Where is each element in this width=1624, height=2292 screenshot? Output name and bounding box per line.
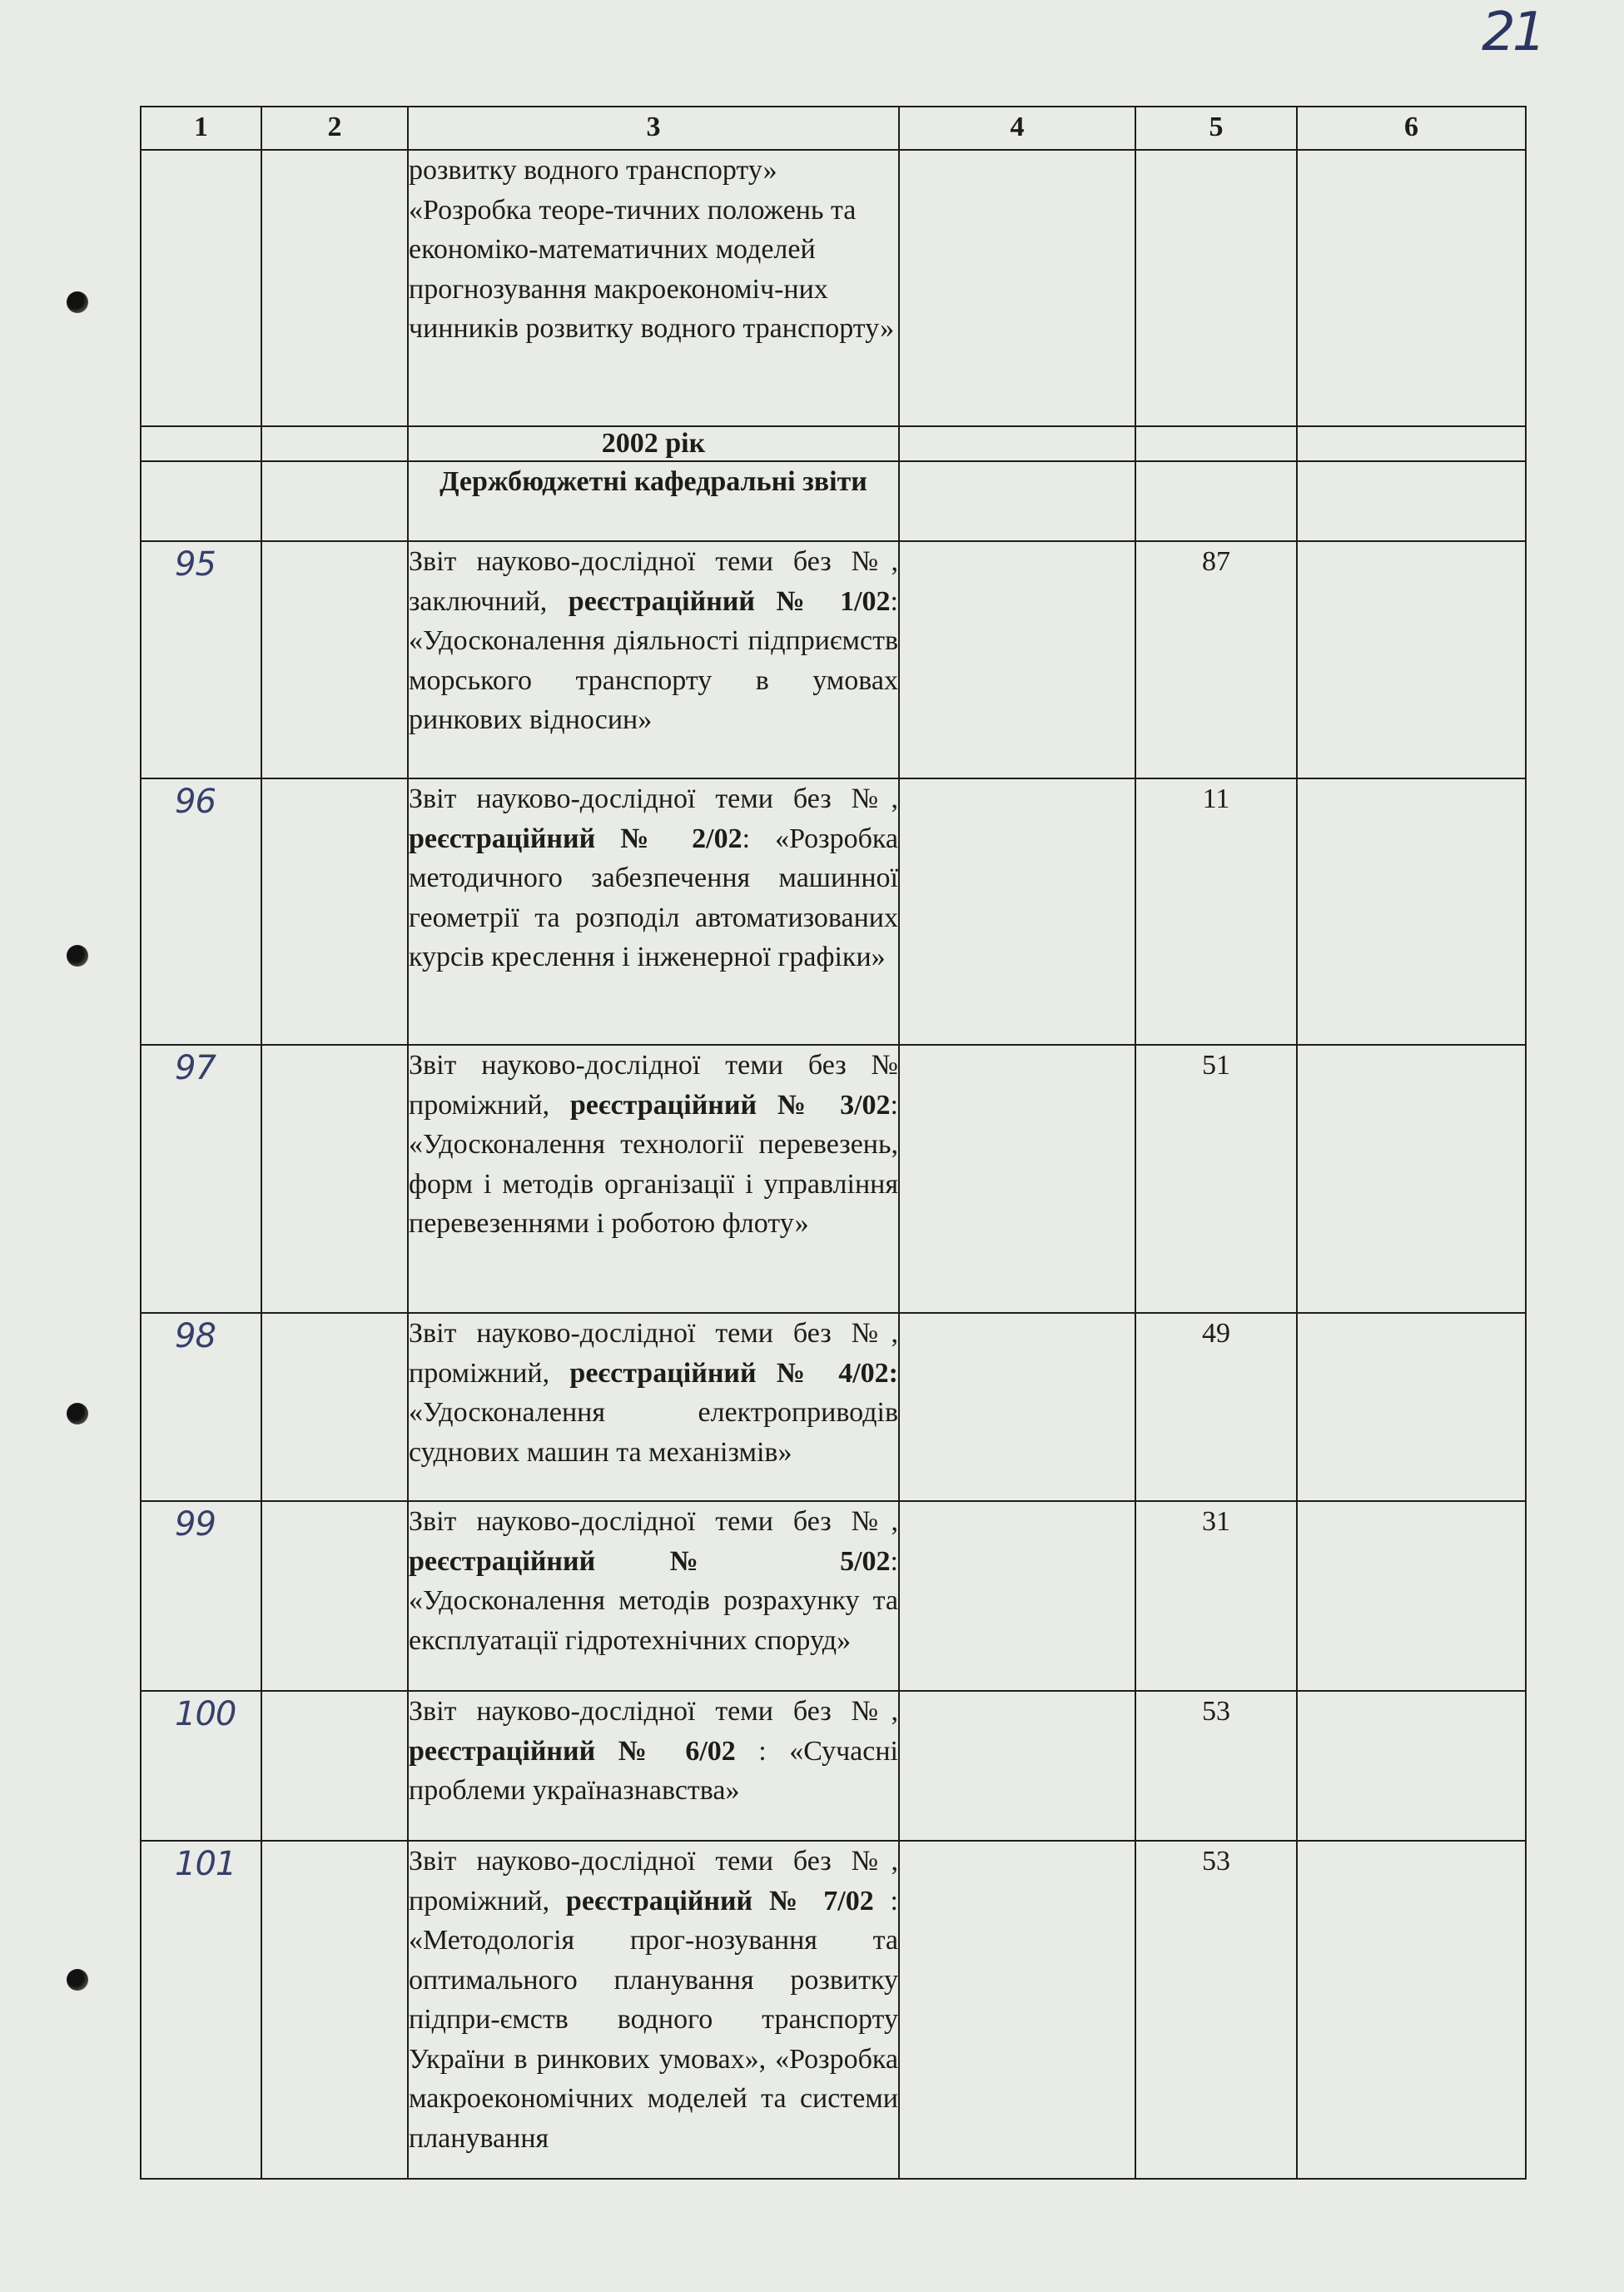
punch-hole (67, 291, 88, 313)
item-number: 96 (175, 783, 216, 821)
page-number: 21 (1482, 2, 1543, 63)
empty-cell (261, 1841, 408, 2179)
description-title: : «Удосконалення технології перевезень, форм і методів організації і управління перевезеннями і роботою флоту» (409, 1089, 898, 1239)
header-col-2: 2 (261, 107, 408, 150)
item-number-cell (141, 1841, 261, 2179)
page-count: 53 (1135, 1691, 1297, 1841)
header-col-6: 6 (1297, 107, 1526, 150)
registration-number: реєстраційний № 5/02 (409, 1545, 891, 1577)
description (409, 1692, 898, 1811)
description (409, 542, 898, 740)
description-prefix: Звіт науково-дослідної теми без №, (409, 783, 898, 814)
empty-cell (1297, 1313, 1526, 1501)
description-cell (408, 1313, 899, 1501)
header-col-3: 3 (408, 107, 899, 150)
empty-cell (1297, 778, 1526, 1045)
empty-cell (899, 1841, 1135, 2179)
description (409, 779, 898, 977)
table-row (141, 461, 1526, 541)
continuation-text: розвитку водного транспорту» «Розробка теоре-тичних положень та економіко-математичних моделей прогнозування макроекономіч-них чинників розвитку водного транспорту» (408, 150, 899, 426)
entries (141, 541, 1526, 2179)
item-number: 97 (175, 1049, 216, 1087)
item-number-cell (141, 1045, 261, 1313)
punch-hole (67, 1403, 88, 1424)
empty-cell (261, 541, 408, 778)
registration-number: реєстраційний № 3/02 (569, 1089, 891, 1121)
table-row (141, 426, 1526, 461)
empty-cell (261, 778, 408, 1045)
table-row (141, 1501, 1526, 1691)
empty-cell (261, 1313, 408, 1501)
table-row (141, 1313, 1526, 1501)
description-title: «Удосконалення електроприводів суднових машин та механізмів» (409, 1397, 898, 1468)
empty-cell (899, 1045, 1135, 1313)
description-cell (408, 541, 899, 778)
description-cell (408, 1045, 899, 1313)
empty-cell (261, 1045, 408, 1313)
item-number-cell (141, 541, 261, 778)
item-number: 98 (175, 1317, 216, 1355)
description-prefix: Звіт науково-дослідної теми без № проміжний, (409, 1050, 898, 1121)
header-col-1: 1 (141, 107, 261, 150)
table-row (141, 778, 1526, 1045)
description-cell (408, 1841, 899, 2179)
empty-cell (1297, 541, 1526, 778)
header-row (141, 107, 1526, 150)
registration-number: реєстраційний № 2/02 (409, 823, 742, 854)
empty-cell (899, 778, 1135, 1045)
page-count: 51 (1135, 1045, 1297, 1313)
empty-cell (899, 541, 1135, 778)
item-number: 95 (175, 545, 216, 584)
item-number-cell (141, 778, 261, 1045)
empty-cell (899, 1501, 1135, 1691)
table-row (141, 150, 1526, 426)
registration-number: реєстраційний № 4/02: (569, 1357, 898, 1389)
page-count: 11 (1135, 778, 1297, 1045)
empty-cell (261, 1501, 408, 1691)
page-count: 31 (1135, 1501, 1297, 1691)
registration-number: реєстраційний № 1/02 (568, 585, 891, 617)
empty-cell (1297, 1841, 1526, 2179)
punch-hole (67, 1969, 88, 1991)
page-count: 87 (1135, 541, 1297, 778)
description-cell (408, 1691, 899, 1841)
description-title: : «Удосконалення методів розрахунку та експлуатації гідротехнічних споруд» (409, 1545, 898, 1656)
description (409, 1046, 898, 1244)
description-cell (408, 778, 899, 1045)
empty-cell (1297, 1691, 1526, 1841)
item-number-cell (141, 1313, 261, 1501)
registration-number: реєстраційний № 7/02 (565, 1885, 874, 1917)
section-heading: Держбюджетні кафедральні звіти (408, 461, 899, 541)
description-cell (408, 1501, 899, 1691)
empty-cell (899, 1313, 1135, 1501)
table-row (141, 1691, 1526, 1841)
registration-number: реєстраційний № 6/02 (409, 1735, 736, 1767)
table-row (141, 1045, 1526, 1313)
description-prefix: Звіт науково-дослідної теми без №, проміжний, (409, 1318, 898, 1389)
description (409, 1502, 898, 1660)
item-number: 101 (175, 1845, 236, 1883)
description (409, 1314, 898, 1472)
description-title: : «Сучасні проблеми україназнавства» (409, 1735, 899, 1806)
item-number: 99 (175, 1505, 216, 1544)
header-col-5: 5 (1135, 107, 1297, 150)
page-count: 53 (1135, 1841, 1297, 2179)
year-heading: 2002 рік (408, 426, 899, 461)
description-title: : «Розробка методичного забезпечення машинної геометрії та розподіл автоматизованих курсів креслення і інженерної графіки» (409, 823, 898, 972)
description-prefix: Звіт науково-дослідної теми без №, заключний, (409, 546, 898, 617)
description-title: : «Методологія прог-нозування та оптимального планування розвитку підпри-ємств водного транспорту України в ринкових умовах», «Розробка макроекономічних моделей та системи планування (409, 1885, 898, 2154)
punch-hole (67, 945, 88, 967)
description-prefix: Звіт науково-дослідної теми без №, (409, 1506, 898, 1537)
item-number-cell (141, 1501, 261, 1691)
page-count: 49 (1135, 1313, 1297, 1501)
description-prefix: Звіт науково-дослідної теми без №, проміжний, (409, 1846, 898, 1917)
item-number-cell (141, 1691, 261, 1841)
register-table (140, 106, 1527, 2180)
description-prefix: Звіт науково-дослідної теми без №, (409, 1696, 898, 1727)
item-number: 100 (175, 1695, 236, 1733)
table-row (141, 541, 1526, 778)
empty-cell (261, 1691, 408, 1841)
empty-cell (899, 1691, 1135, 1841)
table-row (141, 1841, 1526, 2179)
description-title: : «Удосконалення діяльності підприємств морського транспорту в умовах ринкових відносин» (409, 585, 898, 735)
empty-cell (1297, 1501, 1526, 1691)
header-col-4: 4 (899, 107, 1135, 150)
empty-cell (1297, 1045, 1526, 1313)
description (409, 1842, 898, 2158)
